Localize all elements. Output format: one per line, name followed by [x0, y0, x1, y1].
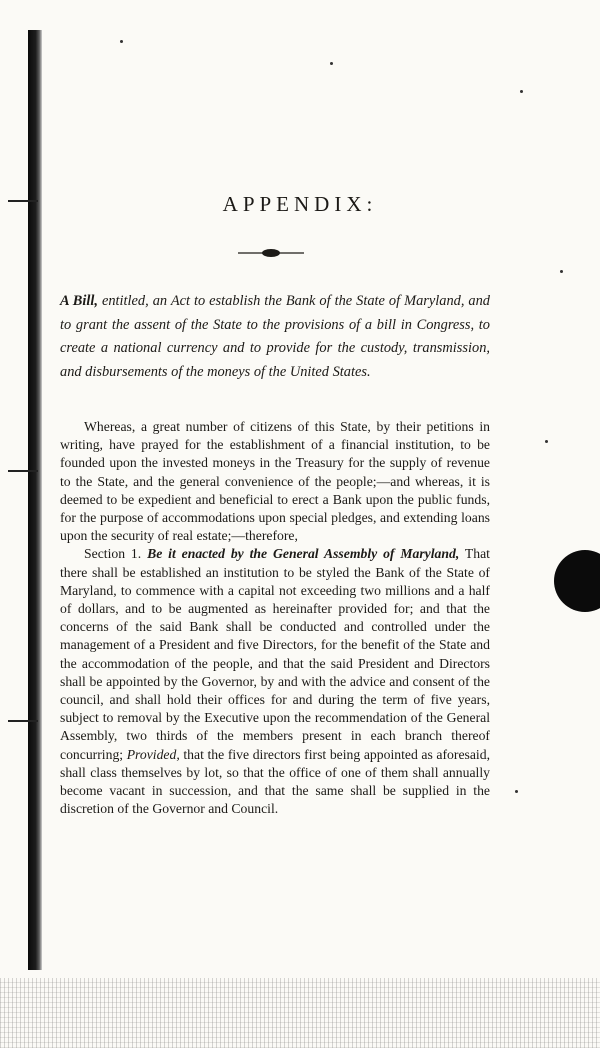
- section-1-text-a: That there shall be established an institution to be styled the Bank of the State of Maryland, to commence with a capital not exceeding two millions and a half of dollars, and to be augmented as hereinafter provided for; and that the concerns of the said Bank shall be conducted and controlled under the management of a President and five Directors, for the benefit of the State and the accommodation of the people, and that the said President and Directors shall be appointed by the Governor, by and with the advice and consent of the council, and shall hold their offices for and during the term of five years, subject to removal by the Executive upon the recommendation of the General Assembly, two thirds of the members present in each branch thereof concurring;: [60, 546, 490, 762]
- bill-title-lead: A Bill,: [60, 293, 98, 309]
- speck: [330, 62, 333, 65]
- speck: [545, 440, 548, 443]
- section-1-text-b: that the five directors first being appointed as aforesaid, shall class themselves by lot, so that the office of one of them shall annually become vacant in succession, and that the same shall be supplied in the discretion of the Governor and Council.: [60, 746, 490, 817]
- divider-ornament-icon: [236, 246, 306, 260]
- provided-clause: Provided,: [123, 746, 180, 762]
- speck: [120, 40, 123, 43]
- enacting-clause: Be it enacted by the General Assembly of Maryland,: [141, 546, 460, 562]
- spine-mark: [8, 470, 38, 472]
- section-1-paragraph: [60, 545, 490, 818]
- spine-mark: [8, 720, 38, 722]
- speck: [520, 90, 523, 93]
- bill-title-text: entitled, an Act to establish the Bank of the State of Maryland, and to grant the assent of the State to the provisions of a bill in Congress, to create a national currency and to provide for the custody, transmission, and disbursements of the moneys of the United States.: [60, 293, 490, 380]
- ink-blot: [554, 550, 600, 612]
- book-spine-edge: [28, 30, 42, 970]
- speck: [515, 790, 518, 793]
- section-1-label: Section 1.: [84, 546, 142, 562]
- speck: [560, 270, 563, 273]
- appendix-heading: APPENDIX:: [222, 192, 378, 216]
- bill-title: [60, 290, 490, 384]
- scan-noise: [0, 978, 600, 1048]
- preamble-paragraph: Whereas, a great number of citizens of this State, by their petitions in writing, have prayed for the establishment of a financial institution, to be founded upon the invested moneys in the Treasury for the supply of revenue to the State, and the general convenience of the people;—and whereas, it is deemed to be expedient and beneficial to erect a Bank upon the public funds, for the purpose of accommodations upon special pledges, and extending loans upon the security of real estate;—therefore,: [60, 419, 490, 544]
- bill-body: [60, 418, 490, 818]
